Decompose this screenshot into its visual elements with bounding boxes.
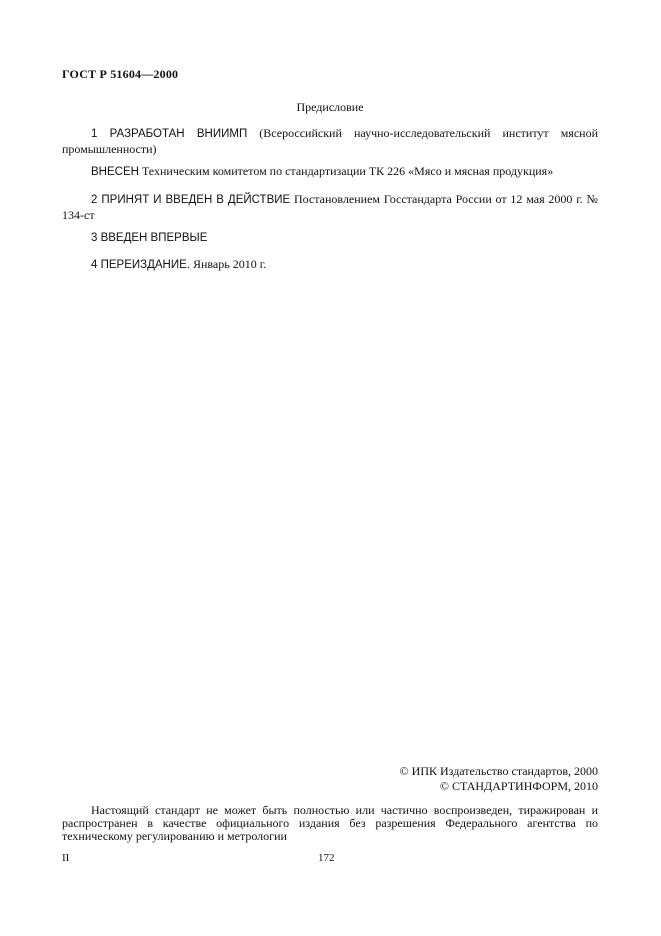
preface-title: Предисловие [296,100,364,114]
page-number: 172 [318,852,335,864]
preface-item-4 [62,230,598,246]
preface-item-4-lead: 3 ВВЕДЕН ВПЕРВЫЕ [91,232,208,244]
copyright-line-1: © ИПК Издательство стандартов, 2000 [399,764,598,778]
preface-item-1-text: (Всероссийский научно-исследовательский институт мясной промышленности) [62,126,598,156]
copyright-line-2: © СТАНДАРТИНФОРМ, 2010 [439,779,598,793]
reproduction-notice: Настоящий стандарт не может быть полностью или частично воспроизведен, тиражирован и распространен в качестве официального издания без разрешения Федерального агентства по техническому регулированию и метрологии [62,803,598,843]
preface-item-5-text: Январь 2010 г. [189,257,267,271]
copyright-block [400,764,598,794]
preface-item-3-lead: 2 ПРИНЯТ И ВВЕДЕН В ДЕЙСТВИЕ [91,194,291,206]
roman-page-number: II [62,852,70,864]
preface-item-5-lead: 4 ПЕРЕИЗДАНИЕ. [91,259,190,271]
document-code: ГОСТ Р 51604—2000 [62,67,179,81]
preface-item-1-lead: 1 РАЗРАБОТАН ВНИИМП [91,128,248,140]
preface-item-3 [62,192,598,223]
preface-item-5 [62,257,598,273]
preface-item-2-text: Техническим комитетом по стандартизации ТК 226 «Мясо и мясная продукция» [138,164,554,178]
preface-item-1 [62,126,598,157]
preface-item-2-lead: ВНЕСЕН [91,166,139,178]
preface-item-2 [62,164,598,180]
preface-item-3-text: Постановлением Госстандарта России от 12 мая 2000 г. № 134-ст [62,192,599,222]
